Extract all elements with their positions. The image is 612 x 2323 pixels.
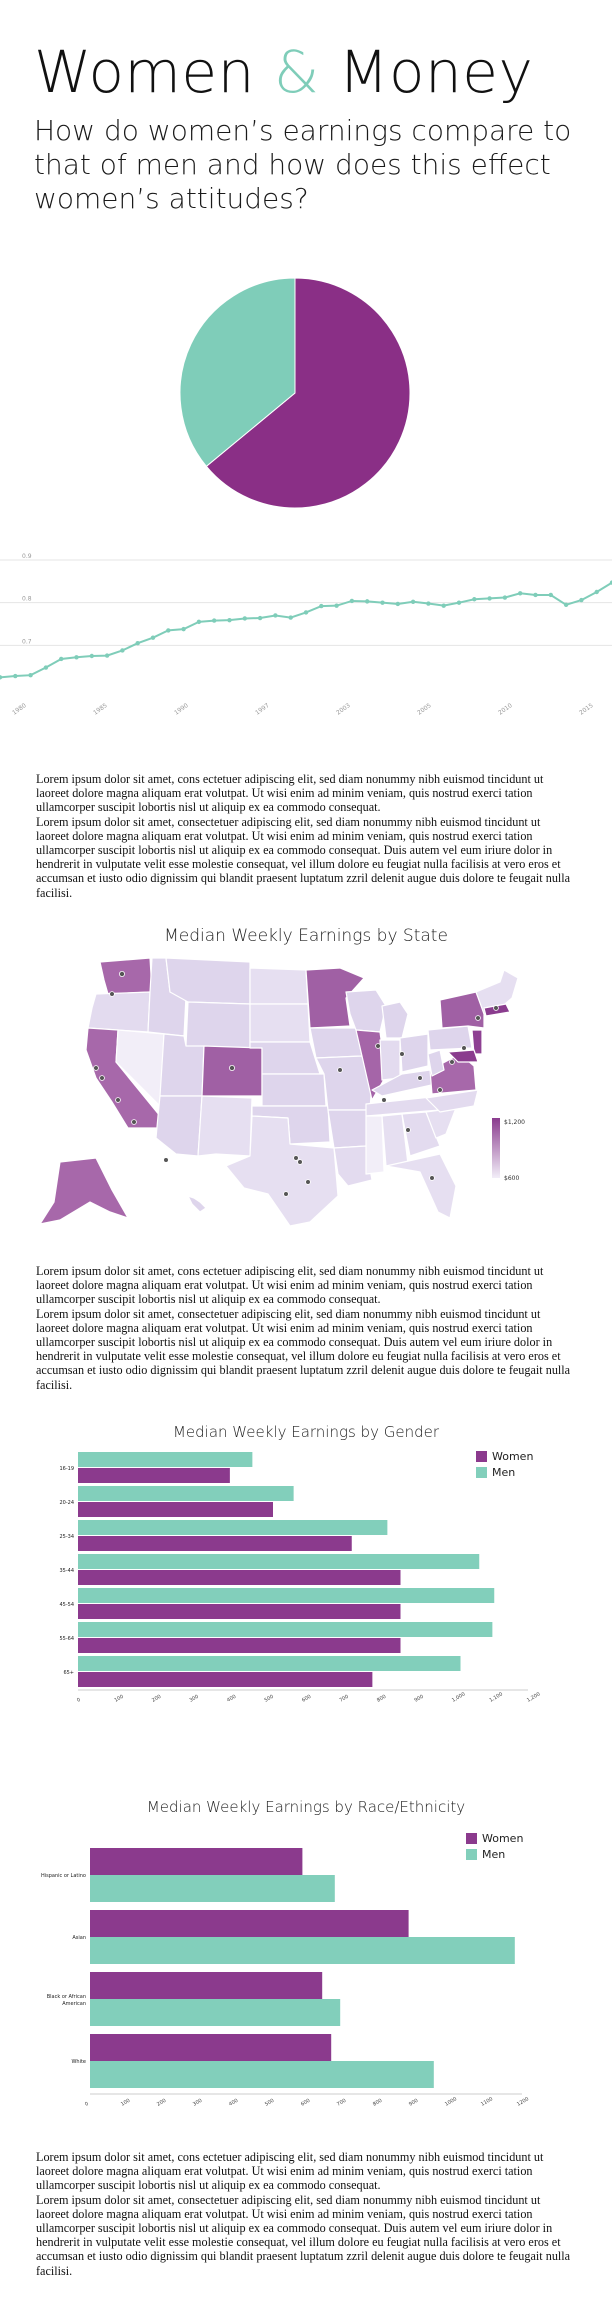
x-tick-label: 1200 — [516, 2096, 531, 2108]
city-marker — [462, 1046, 467, 1051]
state-wyoming — [186, 1002, 250, 1048]
bar-men — [90, 2061, 434, 2088]
x-tick-label: 1000 — [444, 2096, 459, 2108]
city-marker — [284, 1192, 289, 1197]
x-tick-label: 100 — [120, 2097, 132, 2108]
x-tick-label: 200 — [151, 1693, 163, 1704]
data-point — [396, 602, 400, 606]
map-legend-min: $600 — [504, 1175, 520, 1182]
state-new-mexico — [198, 1096, 252, 1156]
data-point — [227, 618, 231, 622]
x-tick-label: 600 — [301, 1693, 313, 1704]
x-tick-label: 1997 — [254, 702, 271, 717]
state-kansas — [262, 1074, 326, 1106]
data-point — [472, 597, 476, 601]
paragraph: Lorem ipsum dolor sit amet, cons ectetuer adipiscing elit, sed diam nonummy nibh euismod tincidunt ut laoreet dolore magna aliquam erat volutpat. Ut wisi enim ad minim veniam, quis nostrud exerci tation ullamcorper suscipit lobortis nisl ut aliquip ex ea commodo consequat. — [36, 772, 544, 815]
category-label: White — [71, 2059, 86, 2065]
data-point — [212, 618, 216, 622]
state-arizona — [156, 1096, 202, 1156]
category-label: 65+ — [63, 1670, 74, 1676]
x-tick-label: 500 — [263, 1693, 275, 1704]
bar-men — [90, 1999, 340, 2026]
x-tick-label: 300 — [188, 1693, 200, 1704]
data-point — [166, 628, 170, 632]
city-marker — [298, 1160, 303, 1165]
data-point — [380, 600, 384, 604]
x-tick-label: 0 — [76, 1696, 82, 1704]
data-point — [258, 616, 262, 620]
category-label: 20-24 — [59, 1500, 74, 1506]
data-point — [197, 620, 201, 624]
category-label: 55-64 — [59, 1636, 74, 1642]
city-marker — [294, 1156, 299, 1161]
data-point — [289, 615, 293, 619]
x-tick-label: 700 — [338, 1693, 350, 1704]
paragraph: Lorem ipsum dolor sit amet, cons ectetuer adipiscing elit, sed diam nonummy nibh euismod tincidunt ut laoreet dolore magna aliquam erat volutpat. Ut wisi enim ad minim veniam, quis nostrud exerci tation ullamcorper suscipit lobortis nisl ut aliquip ex ea commodo consequat. — [36, 1264, 544, 1307]
category-label: Black or African — [46, 1994, 86, 2000]
title-part-1: Women — [34, 38, 274, 106]
x-tick-label: 1980 — [11, 702, 28, 717]
paragraph: Lorem ipsum dolor sit amet, cons ectetuer adipiscing elit, sed diam nonummy nibh euismod tincidunt ut laoreet dolore magna aliquam erat volutpat. Ut wisi enim ad minim veniam, quis nostrud exerci tation ullamcorper suscipit lobortis nisl ut aliquip ex ea commodo consequat. — [36, 2150, 544, 2193]
paragraph: Lorem ipsum dolor sit amet, consectetuer adipiscing elit, sed diam nonummy nibh euismod tincidunt ut laoreet dolore magna aliquam erat volutpat. Ut wisi enim ad minim veniam, quis nostrud exerci tation ullamcorper suscipit lobortis nisl ut aliquip ex ea commodo consequat. Duis autem vel eum iriure dolor in hendrerit in vulputate velit esse molestie consequat, vel illum dolore eu feugiat nulla facilisis at vero eros et accumsan et iusto odio dignissim qui blandit praesent luptatum zzril delenit augue duis dolore te feugait nulla facilisi. — [36, 1306, 571, 1392]
state-montana — [166, 958, 250, 1004]
y-tick-label: 0.8 — [22, 595, 32, 603]
state-arkansas — [328, 1110, 370, 1148]
x-tick-label: 800 — [372, 2097, 384, 2108]
city-marker — [382, 1098, 387, 1103]
y-tick-label: 0.7 — [22, 638, 32, 646]
x-tick-label: 2010 — [497, 702, 514, 717]
y-tick-label: 0.9 — [22, 553, 32, 560]
race-bar-chart — [0, 1826, 612, 2106]
data-point — [442, 603, 446, 607]
bar-men — [78, 1588, 494, 1603]
data-point — [13, 674, 17, 678]
state-iowa — [310, 1028, 362, 1058]
city-marker — [229, 1065, 234, 1070]
city-marker — [438, 1088, 443, 1093]
category-label: 25-34 — [59, 1534, 74, 1540]
x-tick-label: 2005 — [416, 702, 433, 717]
category-label: 35-44 — [59, 1568, 74, 1574]
state-colorado — [202, 1046, 262, 1096]
map-title: Median Weekly Earnings by State — [164, 926, 448, 946]
data-point — [304, 610, 308, 614]
bar-men — [78, 1622, 492, 1637]
x-tick-label: 1985 — [92, 702, 109, 717]
state-wisconsin — [346, 990, 386, 1032]
bar-women — [90, 1972, 322, 1999]
legend-label-men: Men — [482, 1847, 506, 1861]
x-tick-label: 800 — [376, 1693, 388, 1704]
x-tick-label: 1990 — [173, 702, 190, 717]
city-marker — [406, 1128, 411, 1133]
city-marker — [306, 1180, 311, 1185]
state-florida — [386, 1154, 456, 1218]
data-point — [350, 599, 354, 603]
paragraph: Lorem ipsum dolor sit amet, consectetuer adipiscing elit, sed diam nonummy nibh euismod tincidunt ut laoreet dolore magna aliquam erat volutpat. Ut wisi enim ad minim veniam, quis nostrud exerci tation ullamcorper suscipit lobortis nisl ut aliquip ex ea commodo consequat. Duis autem vel eum iriure dolor in hendrerit in vulputate velit esse molestie consequat, vel illum dolore eu feugiat nulla facilisis at vero eros et accumsan et iusto odio dignissim qui blandit praesent luptatum zzril delenit augue duis dolore te feugait nulla facilisi. — [36, 2192, 571, 2278]
x-tick-label: 2015 — [578, 702, 595, 717]
title-part-2: Money — [319, 38, 534, 106]
data-point — [564, 603, 568, 607]
city-marker — [494, 1006, 499, 1011]
data-point — [518, 591, 522, 595]
legend-label-women: Women — [492, 1449, 534, 1463]
x-tick-label: 1100 — [480, 2096, 495, 2108]
gender-bar-chart — [0, 1446, 612, 1716]
data-point — [28, 673, 32, 677]
city-marker — [418, 1076, 423, 1081]
state-north-dakota — [250, 968, 308, 1004]
city-marker — [164, 1158, 169, 1163]
bar-women — [78, 1672, 372, 1687]
state-oregon — [88, 992, 150, 1032]
x-tick-label: 0 — [84, 2100, 90, 2108]
data-point — [426, 601, 430, 605]
bar-men — [78, 1656, 461, 1671]
bar-men — [90, 1937, 515, 1964]
state-indiana — [380, 1040, 400, 1080]
bar-women — [90, 1848, 302, 1875]
data-point — [487, 596, 491, 600]
text-block-1 — [36, 772, 576, 900]
state-washington — [100, 958, 152, 994]
data-point — [181, 627, 185, 631]
map-states — [40, 958, 518, 1226]
bar-men — [78, 1554, 479, 1569]
gender-chart-title: Median Weekly Earnings by Gender — [172, 1423, 439, 1441]
data-point — [44, 665, 48, 669]
ratio-line — [0, 583, 612, 678]
bar-women — [78, 1502, 273, 1517]
data-point — [334, 603, 338, 607]
bar-men — [90, 1875, 335, 1902]
category-label: Hispanic or Latino — [40, 1873, 86, 1879]
text-block-3 — [36, 2150, 576, 2278]
data-point — [365, 599, 369, 603]
data-point — [151, 635, 155, 639]
x-tick-label: 400 — [226, 1693, 238, 1704]
category-label: American — [62, 2001, 86, 2007]
bar-women — [78, 1468, 230, 1483]
legend-label-women: Women — [482, 1831, 524, 1845]
bar-men — [78, 1452, 252, 1467]
city-marker — [132, 1120, 137, 1125]
x-tick-label: 500 — [264, 2097, 276, 2108]
data-point — [533, 593, 537, 597]
data-point — [273, 613, 277, 617]
x-tick-label: 900 — [413, 1693, 425, 1704]
data-point — [136, 641, 140, 645]
bar-men — [78, 1520, 387, 1535]
data-point — [457, 600, 461, 604]
category-label: Asian — [72, 1935, 86, 1941]
x-tick-label: 400 — [228, 2097, 240, 2108]
bar-women — [78, 1570, 401, 1585]
data-point — [549, 593, 553, 597]
bar-women — [90, 2034, 331, 2061]
bar-women — [90, 1910, 409, 1937]
data-point — [243, 616, 247, 620]
x-tick-label: 700 — [336, 2097, 348, 2108]
x-tick-label: 1,200 — [526, 1691, 542, 1704]
state-south-dakota — [250, 1004, 310, 1042]
city-marker — [100, 1076, 105, 1081]
data-point — [503, 595, 507, 599]
category-label: 16-19 — [59, 1466, 74, 1472]
title-ampersand: & — [273, 38, 320, 106]
x-tick-label: 1,100 — [488, 1691, 504, 1704]
x-tick-label: 100 — [113, 1693, 125, 1704]
city-marker — [110, 992, 115, 997]
state-mississippi — [366, 1116, 384, 1174]
data-point — [319, 604, 323, 608]
x-tick-label: 600 — [300, 2097, 312, 2108]
data-point — [579, 598, 583, 602]
state-hawaii — [188, 1196, 206, 1212]
state-alaska — [40, 1158, 128, 1224]
bar-women — [78, 1604, 401, 1619]
city-marker — [116, 1098, 121, 1103]
data-point — [90, 654, 94, 658]
bar-men — [78, 1486, 294, 1501]
bar-women — [78, 1536, 352, 1551]
city-marker — [94, 1066, 99, 1071]
city-marker — [430, 1176, 435, 1181]
data-point — [595, 590, 599, 594]
legend-label-men: Men — [492, 1465, 516, 1479]
earnings-ratio-line-chart — [0, 553, 612, 720]
city-marker — [400, 1052, 405, 1057]
bar-women — [78, 1638, 401, 1653]
x-tick-label: 200 — [156, 2097, 168, 2108]
map-legend-max: $1,200 — [504, 1119, 525, 1126]
us-earnings-map — [0, 950, 612, 1230]
data-point — [59, 657, 63, 661]
x-tick-label: 1,000 — [451, 1691, 467, 1704]
x-tick-label: 2003 — [335, 702, 352, 717]
city-marker — [119, 971, 124, 976]
data-point — [411, 600, 415, 604]
x-tick-label: 300 — [192, 2097, 204, 2108]
data-point — [0, 675, 2, 679]
race-chart-title: Median Weekly Earnings by Race/Ethnicity — [146, 1798, 466, 1816]
data-point — [74, 655, 78, 659]
paragraph: Lorem ipsum dolor sit amet, consectetuer adipiscing elit, sed diam nonummy nibh euismod tincidunt ut laoreet dolore magna aliquam erat volutpat. Ut wisi enim ad minim veniam, quis nostrud exerci tation ullamcorper suscipit lobortis nisl ut aliquip ex ea commodo consequat. Duis autem vel eum iriure dolor in hendrerit in vulputate velit esse molestie consequat, vel illum dolore eu feugiat nulla facilisis at vero eros et accumsan et iusto odio dignissim qui blandit praesent luptatum zzril delenit augue duis dolore te feugait nulla facilisi. — [36, 814, 571, 900]
city-marker — [338, 1068, 343, 1073]
data-point — [105, 653, 109, 657]
map-legend-gradient — [492, 1118, 500, 1178]
city-marker — [476, 1016, 481, 1021]
x-tick-label: 900 — [408, 2097, 420, 2108]
city-marker — [376, 1044, 381, 1049]
state-michigan — [382, 1002, 408, 1038]
data-point — [120, 648, 124, 652]
city-marker — [450, 1060, 455, 1065]
page-subtitle: How do women’s earnings compare to that of men and how does this effect women’s attitudes? — [34, 114, 572, 215]
category-label: 45-54 — [59, 1602, 74, 1608]
text-block-2 — [36, 1264, 576, 1392]
pie-chart — [0, 0, 612, 530]
